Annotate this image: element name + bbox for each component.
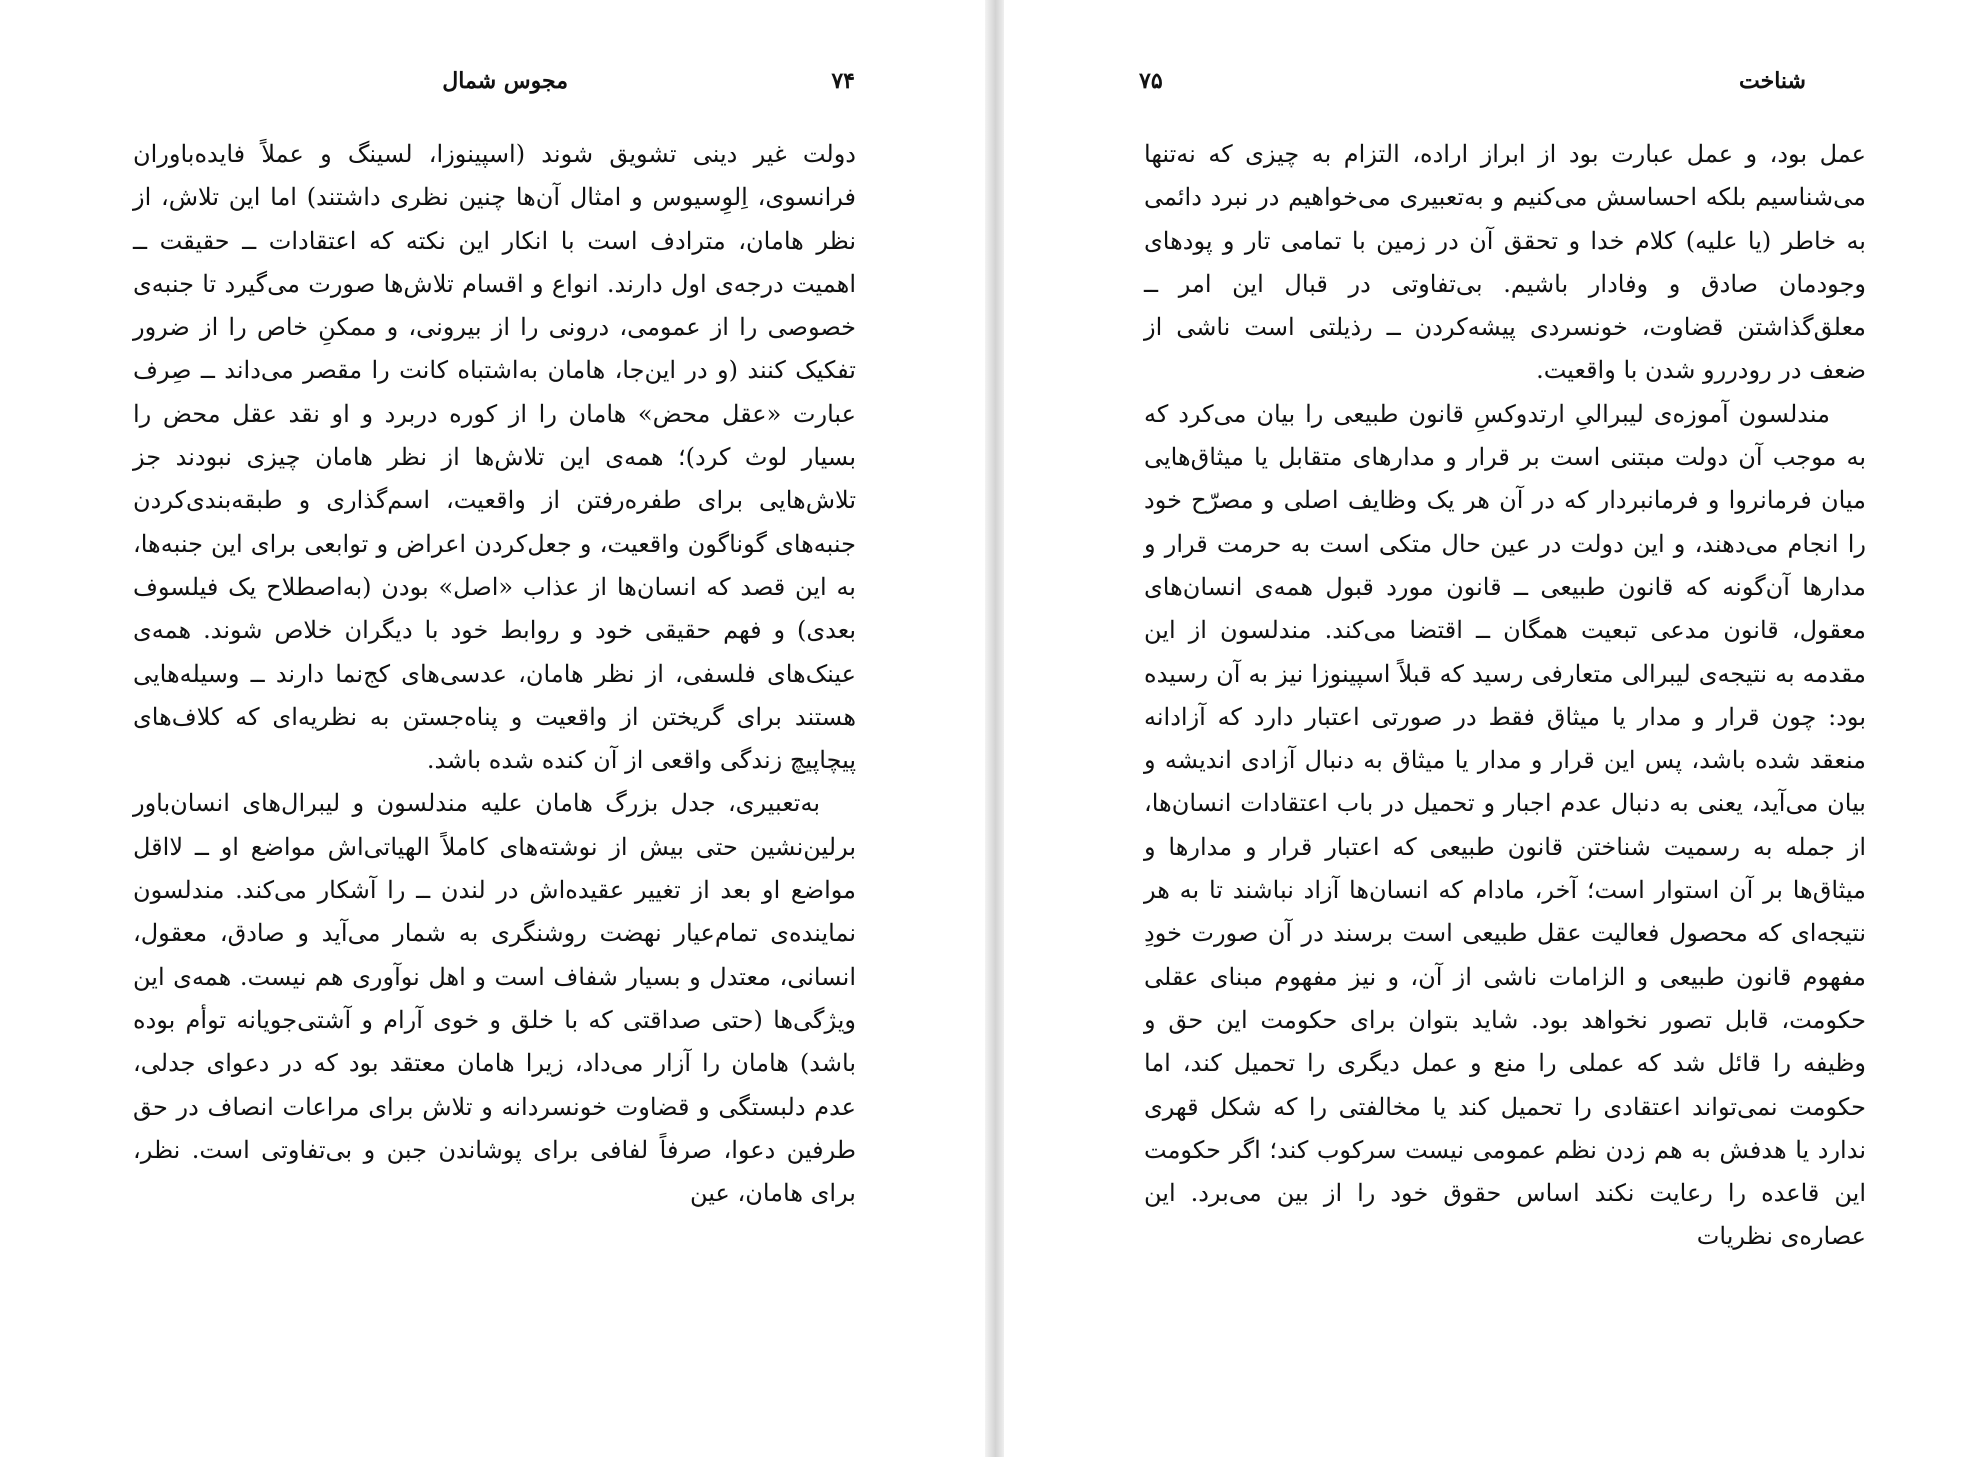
right-running-title: شناخت <box>1739 68 1806 94</box>
right-paragraph-2: مندلسون آموزه‌ی لیبرالیِ ارتدوکسِ قانون طبیعی را بیان می‌کرد که به موجب آن دولت مبتنی است بر قرار و مدارهای متقابل یا میثاق‌هایی میان فرمانروا و فرمانبردار که در آن هر یک وظایف اصلی و مصرّح خود را انجام می‌دهند، و این دولت در عین حال متکی است به حرمت قرار و مدارها آن‌گونه که قانون طبیعی ــ قانون مورد قبول همه‌ی انسان‌های معقول، قانون مدعی تبعیت همگان ــ اقتضا می‌کند. مندلسون از این مقدمه به نتیجه‌ی لیبرالی متعارفی رسید که قبلاً اسپینوزا نیز به آن رسیده بود: چون قرار و مدار یا میثاق فقط در صورتی اعتبار دارد که آزادانه منعقد شده باشد، پس این قرار و مدار یا میثاق به دنبال آزادی اندیشه و بیان می‌آید، یعنی به دنبال عدم اجبار و تحمیل در باب اعتقادات انسان‌ها، از جمله به رسمیت شناختن قانون طبیعی که اعتبار قرار و مدارها و میثاق‌ها بر آن استوار است؛ آخر، مادام که انسان‌ها آزاد نباشند تا به هر نتیجه‌ای که محصول فعالیت عقل طبیعی است برسند در آن صورت خودِ مفهوم قانون طبیعی و الزامات ناشی از آن، و نیز مفهوم مبنای عقلی حکومت، قابل تصور نخواهد بود. شاید بتوان برای حکومت این حق و وظیفه را قائل شد که عملی را منع و عمل دیگری را تحمیل کند، اما حکومت نمی‌تواند اعتقادی را تحمیل کند یا مخالفتی را که شکل قهری ندارد یا هدفش به هم زدن نظم عمومی نیست سرکوب کند؛ اگر حکومت این قاعده را رعایت نکند اساس حقوق خود را از بین می‌برد. این عصاره‌ی نظریات <box>1144 399 1867 1251</box>
left-running-title: مجوس شمال <box>442 68 568 94</box>
right-page-body <box>1144 133 1866 1259</box>
right-page-header <box>1139 68 1860 102</box>
right-paragraph-1: عمل بود، و عمل عبارت بود از ابراز اراده، التزام به چیزی که نه‌تنها می‌شناسیم بلکه احساسش می‌کنیم و به‌تعبیری می‌خواهیم در نبرد دائمی به خاطر (یا علیه) کلام خدا و تحقق آن در زمین با تمامی تار و پودهای وجودمان صادق و وفادار باشیم. بی‌تفاوتی در قبال این امر ــ معلق‌گذاشتن قضاوت، خونسردی پیشه‌کردن ــ رذیلتی است ناشی از ضعف در رودررو شدن با واقعیت. <box>1144 140 1866 385</box>
left-page-header <box>135 68 855 102</box>
book-gutter <box>985 0 1004 1457</box>
right-page-number: ۷۵ <box>1139 68 1163 94</box>
left-page-number: ۷۴ <box>831 68 855 94</box>
right-page <box>1004 0 1986 1457</box>
left-page-body <box>133 133 856 1215</box>
left-paragraph-2: به‌تعبیری، جدل بزرگ هامان علیه مندلسون و لیبرال‌های انسان‌باور برلین‌نشین حتی بیش از نوشته‌های کاملاً الهیاتی‌اش مواضع او ــ لااقل مواضع او بعد از تغییر عقیده‌اش در لندن ــ را آشکار می‌کند. مندلسون نماینده‌ی تمام‌عیار نهضت روشنگری به شمار می‌آید و صادق، معقول، انسانی، معتدل و بسیار شفاف است و اهل نوآوری هم نیست. همه‌ی این ویژگی‌ها (حتی صداقتی که با خلق و خوی آرام و آشتی‌جویانه توأم بوده باشد) هامان را آزار می‌داد، زیرا هامان معتقد بود که در دعوای جدلی، عدم دلبستگی و قضاوت خونسردانه و تلاش برای مراعات انصاف در حق طرفین دعوا، صرفاً لفافی برای پوشاندن جبن و بی‌تفاوتی است. نظر، برای هامان، عین <box>133 789 857 1208</box>
left-page <box>0 0 985 1457</box>
left-paragraph-1: دولت غیر دینی تشویق شوند (اسپینوزا، لسینگ و عملاً فایده‌باوران فرانسوی، اِلوِسیوس و امثال آن‌ها چنین نظری داشتند) اما این تلاش، از نظر هامان، مترادف است با انکار این نکته که اعتقادات ــ حقیقت ــ اهمیت درجه‌ی اول دارند. انواع و اقسام تلاش‌ها صورت می‌گیرد تا جنبه‌ی خصوصی را از عمومی، درونی را از بیرونی، و ممکنِ خاص را از ضرور تفکیک کنند (و در این‌جا، هامان به‌اشتباه کانت را مقصر می‌داند ــ صِرف عبارت «عقل محض» هامان را از کوره دربرد و او نقد عقل محض را بسیار لوث کرد)؛ همه‌ی این تلاش‌ها از نظر هامان چیزی نبودند جز تلاش‌هایی برای طفره‌رفتن از واقعیت، اسم‌گذاری و طبقه‌بندی‌کردن جنبه‌های گوناگون واقعیت، و جعل‌کردن اعراض و توابعی برای این جنبه‌ها، به این قصد که انسان‌ها از عذاب «اصل» بودن (به‌اصطلاح یک فیلسوف بعدی) و فهم حقیقی خود و روابط خود با دیگران خلاص شوند. همه‌ی عینک‌های فلسفی، از نظر هامان، عدسی‌های کج‌نما دارند ــ وسیله‌هایی هستند برای گریختن از واقعیت و پناه‌جستن به نظریه‌ای که کلاف‌های پیچاپیچ زندگی واقعی از آن کنده شده باشد. <box>133 140 856 775</box>
